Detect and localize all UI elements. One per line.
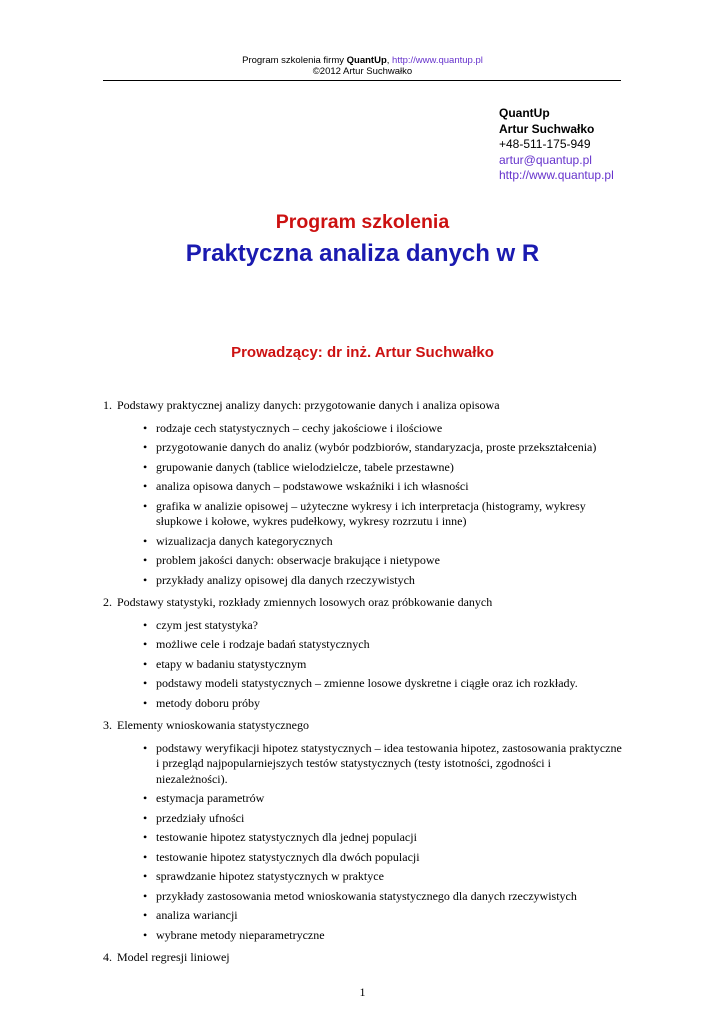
- syllabus-section: [103, 398, 623, 588]
- header-copyright: ©2012 Artur Suchwałko: [312, 66, 413, 77]
- section-title: Podstawy praktycznej analizy danych: przygotowanie danych i analiza opisowa: [117, 398, 500, 412]
- bullet-icon: •: [143, 888, 148, 903]
- bullet-icon: •: [143, 849, 148, 864]
- contact-phone: +48-511-175-949: [499, 137, 591, 152]
- list-item-text: wybrane metody nieparametryczne: [156, 927, 325, 942]
- list-item-text: rodzaje cech statystycznych – cechy jakościowe i ilościowe: [156, 420, 443, 435]
- bullet-icon: •: [143, 533, 148, 548]
- bullet-icon: •: [143, 791, 148, 805]
- list-item: [143, 499, 623, 530]
- list-item-text: grafika w analizie opisowej – użyteczne wykresy i ich interpretacja (histogramy, wykresy słupkowe i kołowe, wykres pudełkowy, wykresy rozrzutu i inne): [156, 498, 586, 528]
- bullet-icon: •: [143, 440, 148, 454]
- list-item-text: podstawy weryfikacji hipotez statystycznych – idea testowania hipotez, zastosowania praktyczne i przegląd najpopularniejszych testów statystycznych (testy istotności, zgodności i niezależności).: [156, 740, 622, 786]
- bullet-icon: •: [143, 637, 148, 651]
- list-item-text: testowanie hipotez statystycznych dla dwóch populacji: [156, 849, 420, 864]
- header-url-link[interactable]: http://www.quantup.pl: [392, 55, 483, 66]
- header-separator: ,: [386, 55, 390, 66]
- list-item: [143, 869, 623, 885]
- list-item: [143, 791, 623, 807]
- section-item-list: [117, 618, 623, 712]
- list-item: [143, 553, 623, 569]
- bullet-icon: •: [143, 617, 148, 632]
- header-prefix: Program szkolenia firmy: [242, 55, 344, 66]
- section-title: Elementy wnioskowania statystycznego: [117, 718, 309, 732]
- list-item-text: możliwe cele i rodzaje badań statystycznych: [156, 637, 370, 651]
- list-item-text: przedziały ufności: [156, 810, 245, 825]
- list-item-text: przykłady zastosowania metod wnioskowania statystycznego dla danych rzeczywistych: [156, 888, 577, 903]
- header-line-1: [0, 55, 725, 66]
- section-item-list: [117, 741, 623, 944]
- list-item: [143, 696, 623, 712]
- list-item: [143, 637, 623, 653]
- list-item-text: problem jakości danych: obserwacje brakujące i nietypowe: [156, 553, 440, 567]
- list-item: [143, 811, 623, 827]
- header-divider: [103, 80, 621, 81]
- section-number: 4.: [103, 950, 112, 964]
- section-title: Model regresji liniowej: [117, 950, 230, 964]
- list-item: [143, 573, 623, 589]
- list-item: [143, 908, 623, 924]
- list-item-text: przygotowanie danych do analiz (wybór podzbiorów, standaryzacja, proste przekształcenia): [156, 440, 597, 454]
- list-item-text: metody doboru próby: [156, 695, 260, 710]
- list-item: [143, 460, 623, 476]
- bullet-icon: •: [143, 459, 148, 474]
- bullet-icon: •: [143, 810, 148, 825]
- list-item-text: etapy w badaniu statystycznym: [156, 656, 307, 671]
- section-title: Podstawy statystyki, rozkłady zmiennych losowych oraz próbkowanie danych: [117, 595, 493, 609]
- bullet-icon: •: [143, 553, 148, 567]
- instructor-line: Prowadzący: dr inż. Artur Suchwałko: [231, 344, 494, 361]
- list-item: [143, 479, 623, 495]
- list-item: [143, 830, 623, 846]
- list-item: [143, 618, 623, 634]
- list-item: [143, 534, 623, 550]
- contact-email-link[interactable]: artur@quantup.pl: [499, 152, 592, 167]
- syllabus-section: [103, 950, 623, 973]
- section-number: 3.: [103, 718, 112, 732]
- list-item-text: czym jest statystyka?: [156, 617, 258, 632]
- list-item-text: sprawdzanie hipotez statystycznych w praktyce: [156, 869, 384, 883]
- bullet-icon: •: [143, 498, 148, 513]
- list-item: [143, 850, 623, 866]
- document-subtitle: Program szkolenia: [275, 211, 450, 233]
- list-item: [143, 889, 623, 905]
- bullet-icon: •: [143, 420, 148, 435]
- contact-company: QuantUp: [499, 106, 550, 120]
- header-brand: QuantUp: [346, 55, 387, 66]
- bullet-icon: •: [143, 572, 148, 587]
- list-item-text: estymacja parametrów: [156, 791, 265, 805]
- list-item: [143, 928, 623, 944]
- bullet-icon: •: [143, 927, 148, 942]
- list-item-text: wizualizacja danych kategorycznych: [156, 533, 333, 548]
- bullet-icon: •: [143, 908, 148, 922]
- contact-website-link[interactable]: http://www.quantup.pl: [499, 168, 614, 183]
- bullet-icon: •: [143, 740, 148, 755]
- list-item: [143, 676, 623, 692]
- bullet-icon: •: [143, 830, 148, 844]
- bullet-icon: •: [143, 676, 148, 690]
- list-item: [143, 741, 623, 788]
- list-item-text: analiza opisowa danych – podstawowe wskaźniki i ich własności: [156, 479, 469, 493]
- list-item: [143, 440, 623, 456]
- syllabus-section: [103, 718, 623, 943]
- list-item: [143, 657, 623, 673]
- section-number: 1.: [103, 398, 112, 412]
- document-title: Praktyczna analiza danych w R: [185, 240, 540, 267]
- list-item-text: podstawy modeli statystycznych – zmienne losowe dyskretne i ciągłe oraz ich rozkłady.: [156, 676, 578, 690]
- page-number: 1: [359, 985, 366, 999]
- bullet-icon: •: [143, 695, 148, 710]
- contact-block: [499, 106, 614, 184]
- section-number: 2.: [103, 595, 112, 609]
- list-item-text: testowanie hipotez statystycznych dla jednej populacji: [156, 830, 417, 844]
- section-item-list: [117, 421, 623, 589]
- contact-name: Artur Suchwałko: [499, 121, 595, 136]
- syllabus-section: [103, 595, 623, 711]
- bullet-icon: •: [143, 656, 148, 671]
- bullet-icon: •: [143, 479, 148, 493]
- list-item-text: przykłady analizy opisowej dla danych rzeczywistych: [156, 572, 415, 587]
- page-header: [0, 55, 725, 77]
- bullet-icon: •: [143, 869, 148, 883]
- list-item-text: analiza wariancji: [156, 908, 238, 922]
- list-item-text: grupowanie danych (tablice wielodzielcze, tabele przestawne): [156, 459, 454, 474]
- list-item: [143, 421, 623, 437]
- syllabus-content: [103, 398, 623, 973]
